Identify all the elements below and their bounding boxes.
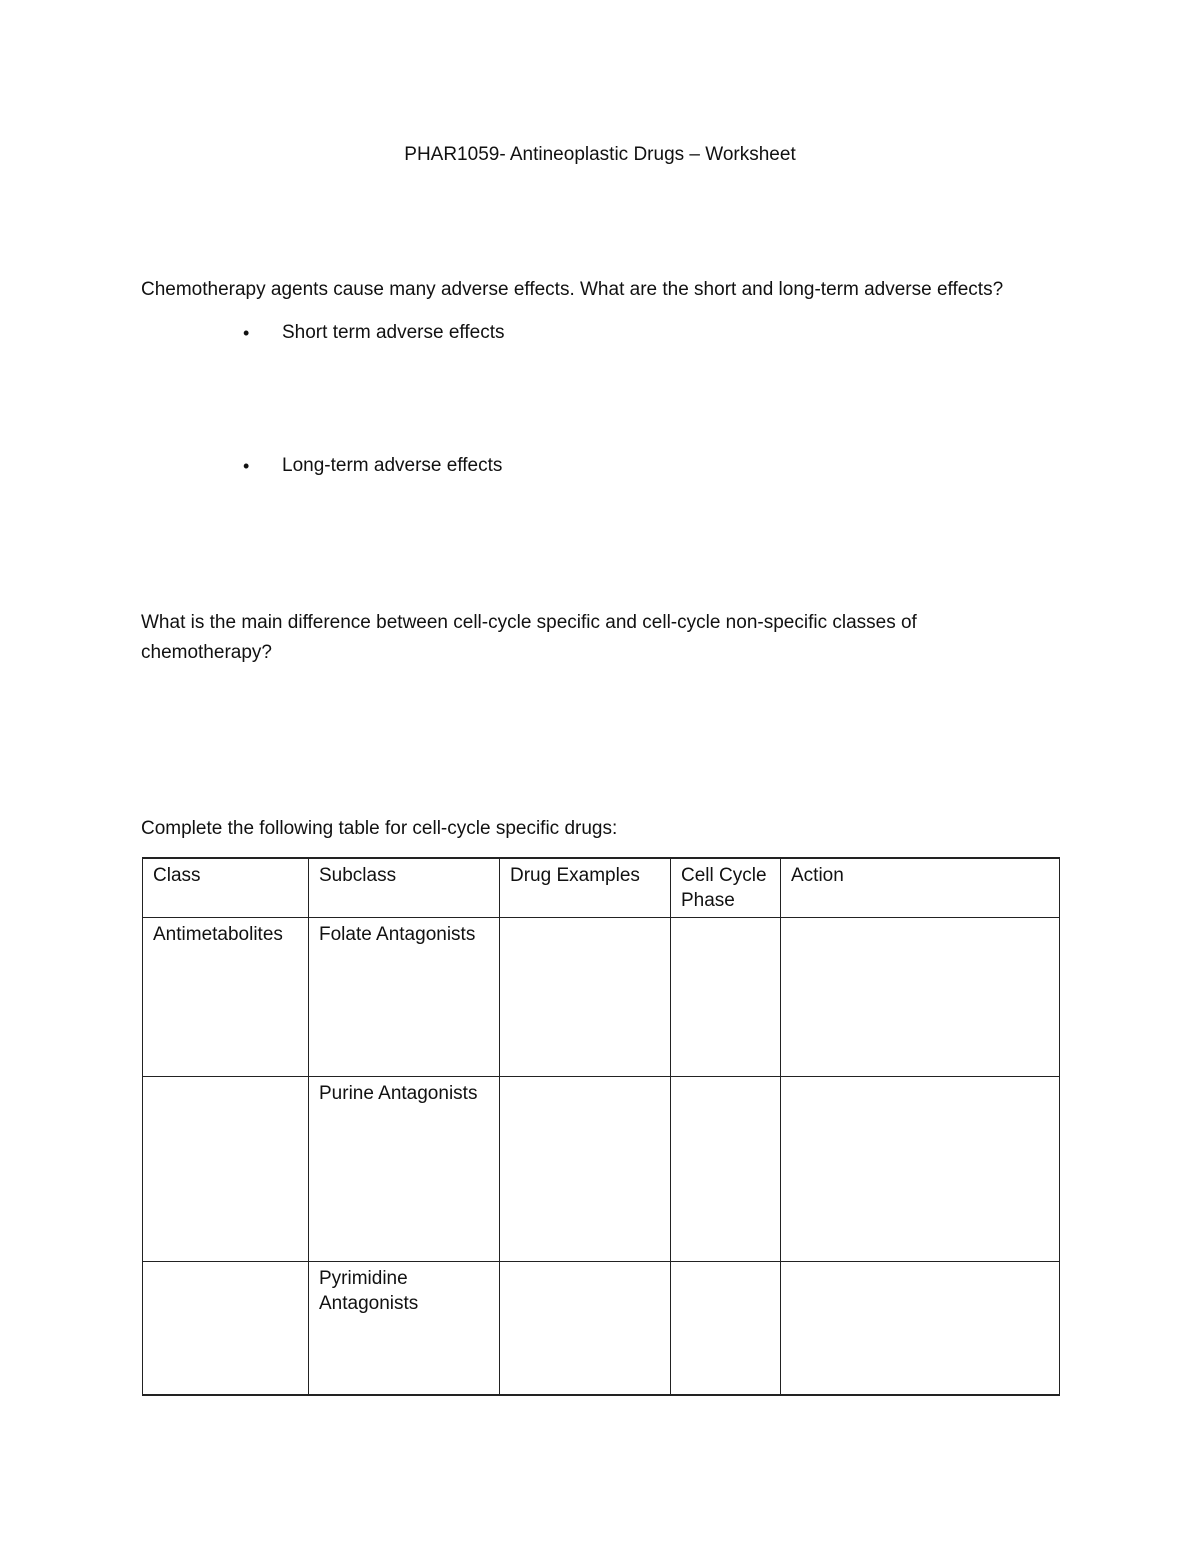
bullet-text: Short term adverse effects — [282, 322, 505, 343]
page-title: PHAR1059- Antineoplastic Drugs – Worksheet — [404, 144, 796, 165]
table-cell-drug-examples[interactable] — [500, 918, 671, 1077]
table-cell-drug-examples[interactable] — [500, 1262, 671, 1395]
table-row — [143, 918, 1060, 1077]
header-cell-drug-examples: Drug Examples — [500, 858, 671, 918]
bullet-text: Long-term adverse effects — [282, 455, 503, 476]
table-header-row — [143, 858, 1060, 918]
table-cell-subclass: Folate Antagonists — [309, 918, 500, 1077]
table-instruction: Complete the following table for cell-cycle specific drugs: — [141, 818, 618, 839]
header-cell-cell-cycle-phase: Cell Cycle Phase — [671, 858, 781, 918]
table-row — [143, 1262, 1060, 1395]
table-cell-class — [143, 1262, 309, 1395]
drug-table — [142, 857, 1060, 1396]
table-cell-cell-cycle-phase[interactable] — [671, 1262, 781, 1395]
table-cell-cell-cycle-phase[interactable] — [671, 918, 781, 1077]
question-cell-cycle-difference: What is the main difference between cell-cycle specific and cell-cycle non-specific classes of chemotherapy? — [141, 612, 917, 663]
bullet-icon: • — [243, 323, 250, 343]
table-row — [143, 1077, 1060, 1262]
table-cell-drug-examples[interactable] — [500, 1077, 671, 1262]
header-cell-subclass: Subclass — [309, 858, 500, 918]
header-cell-action: Action — [781, 858, 1060, 918]
table-cell-class — [143, 1077, 309, 1262]
table-cell-cell-cycle-phase[interactable] — [671, 1077, 781, 1262]
table-cell-class: Antimetabolites — [143, 918, 309, 1077]
table-cell-action[interactable] — [781, 1262, 1060, 1395]
table-cell-subclass: Purine Antagonists — [309, 1077, 500, 1262]
table-cell-action[interactable] — [781, 918, 1060, 1077]
table-cell-action[interactable] — [781, 1077, 1060, 1262]
table-cell-subclass: Pyrimidine Antagonists — [309, 1262, 500, 1395]
question-adverse-effects: Chemotherapy agents cause many adverse effects. What are the short and long-term adverse effects? — [141, 279, 1004, 300]
bullet-icon: • — [243, 456, 250, 476]
header-cell-class: Class — [143, 858, 309, 918]
